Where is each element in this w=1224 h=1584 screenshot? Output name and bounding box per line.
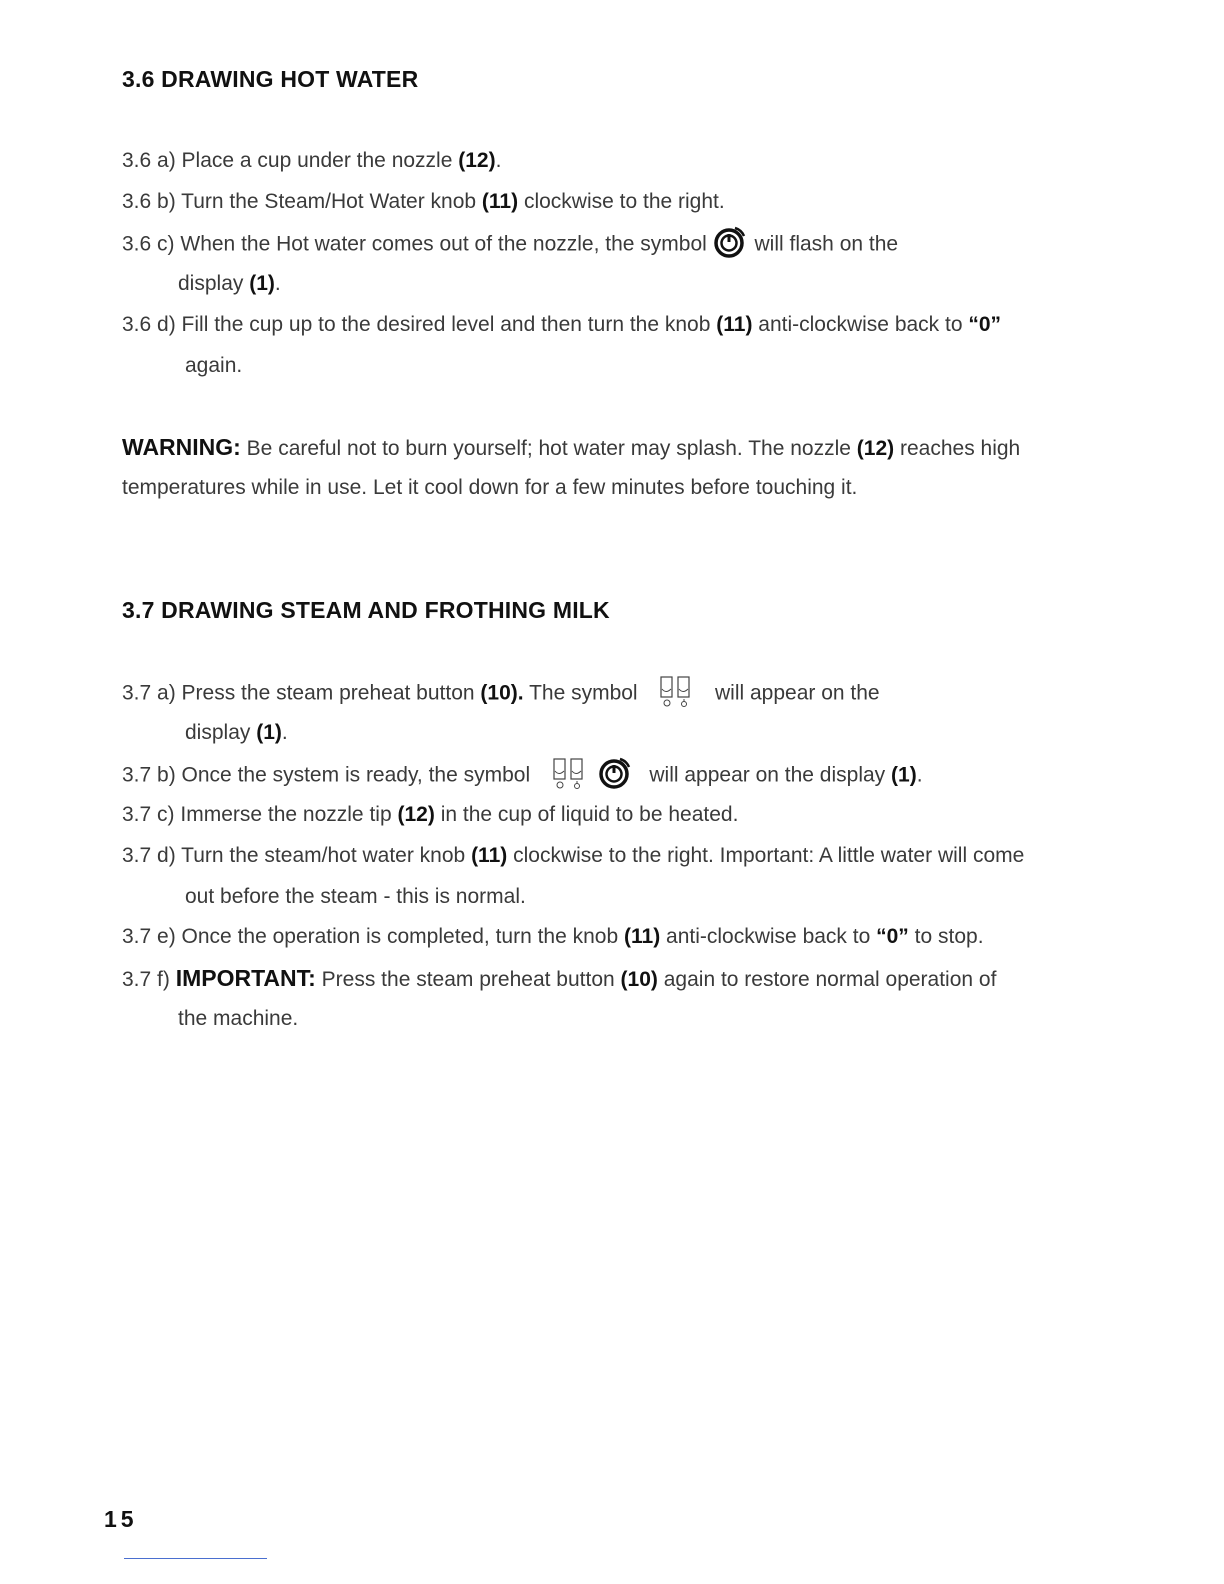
step-3-6-a: 3.6 a) Place a cup under the nozzle (12). bbox=[122, 149, 502, 172]
warning-line-2: temperatures while in use. Let it cool down for a few minutes before touching it. bbox=[122, 476, 858, 499]
power-dial-icon bbox=[598, 756, 634, 790]
step-3-7-d: 3.7 d) Turn the steam/hot water knob (11) clockwise to the right. Important: A little water will come bbox=[122, 844, 1025, 867]
step-3-6-b: 3.6 b) Turn the Steam/Hot Water knob (11) clockwise to the right. bbox=[122, 190, 725, 213]
power-dial-icon bbox=[713, 225, 749, 259]
footer-rule bbox=[124, 1558, 267, 1559]
steam-cups-icon bbox=[653, 675, 699, 709]
step-3-6-c-cont: display (1). bbox=[178, 272, 281, 295]
step-3-7-d-cont: out before the steam - this is normal. bbox=[185, 885, 526, 908]
step-3-7-f: 3.7 f) IMPORTANT: Press the steam preheat button (10) again to restore normal operation of bbox=[122, 965, 997, 991]
section-3-7-heading: 3.7 DRAWING STEAM AND FROTHING MILK bbox=[122, 597, 610, 623]
step-3-6-d: 3.6 d) Fill the cup up to the desired level and then turn the knob (11) anti-clockwise back to “0” bbox=[122, 313, 1002, 336]
page-number: 15 bbox=[104, 1506, 138, 1532]
step-3-7-a: 3.7 a) Press the steam preheat button (10). The symbol will appear on the bbox=[122, 677, 880, 707]
step-3-7-f-cont: the machine. bbox=[178, 1007, 299, 1030]
steam-cups-icon bbox=[546, 757, 592, 791]
step-3-7-b: 3.7 b) Once the system is ready, the symbol will appear on the display (1). bbox=[122, 759, 923, 789]
warning-label: WARNING: bbox=[122, 434, 241, 460]
warning-line-1: WARNING: Be careful not to burn yourself; hot water may splash. The nozzle (12) reaches high bbox=[122, 434, 1021, 460]
step-3-7-c: 3.7 c) Immerse the nozzle tip (12) in the cup of liquid to be heated. bbox=[122, 803, 739, 826]
step-3-6-d-cont: again. bbox=[185, 354, 243, 377]
step-3-6-c: 3.6 c) When the Hot water comes out of the nozzle, the symbol will flash on the bbox=[122, 228, 898, 258]
step-3-7-a-cont: display (1). bbox=[185, 721, 288, 744]
section-3-6-heading: 3.6 DRAWING HOT WATER bbox=[122, 66, 419, 92]
important-label: IMPORTANT: bbox=[175, 965, 316, 991]
step-3-7-e: 3.7 e) Once the operation is completed, turn the knob (11) anti-clockwise back to “0” to stop. bbox=[122, 925, 984, 948]
